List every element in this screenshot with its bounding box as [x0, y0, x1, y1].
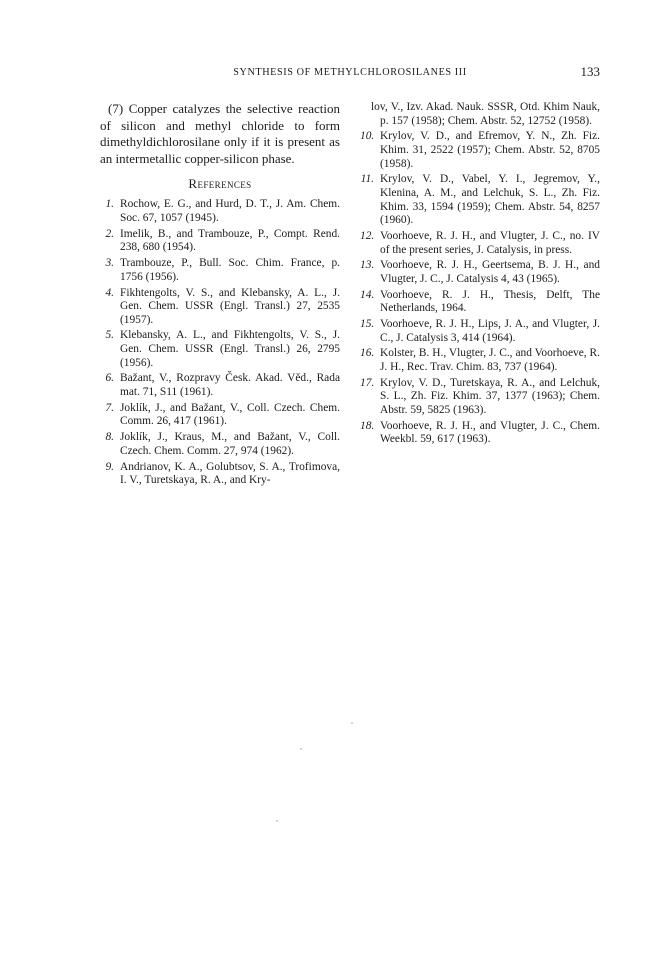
reference-item — [360, 130, 600, 171]
reference-item — [360, 230, 600, 257]
reference-text: Trambouze, P., Bull. Soc. Chim. France, p. 1756 (1956). — [120, 257, 340, 283]
reference-text: Voorhoeve, R. J. H., and Vlugter, J. C., Chem. Weekbl. 59, 617 (1963). — [380, 419, 600, 446]
reference-number: 10. — [360, 130, 375, 143]
reference-text: Klebansky, A. L., and Fikhtengolts, V. S., J. Gen. Chem. USSR (Engl. Transl.) 26, 2795 (1956). — [120, 329, 340, 369]
reference-number: 2. — [105, 227, 114, 240]
reference-number: 3. — [105, 257, 114, 270]
reference-number: 12. — [360, 229, 375, 242]
reference-number: 1. — [105, 198, 114, 211]
reference-text: Fikhtengolts, V. S., and Klebansky, A. L., J. Gen. Chem. USSR (Engl. Transl.) 27, 2535 (1957). — [120, 286, 340, 326]
reference-text: Krylov, V. D., Turetskaya, R. A., and Lelchuk, S. L., Zh. Fiz. Khim. 37, 1377 (1963); Chem. Abstr. 59, 5825 (1963). — [380, 376, 600, 416]
reference-text: lov, V., Izv. Akad. Nauk. SSSR, Otd. Khim Nauk, p. 157 (1958); Chem. Abstr. 52, 12752 (1958). — [371, 101, 600, 127]
reference-text: Joklík, J., and Bažant, V., Coll. Czech. Chem. Comm. 26, 417 (1961). — [120, 401, 340, 428]
reference-number: 14. — [360, 288, 375, 301]
page-header — [100, 64, 600, 86]
reference-item — [100, 228, 340, 255]
reference-number: 5. — [105, 329, 114, 342]
reference-item — [360, 420, 600, 447]
reference-text: Rochow, E. G., and Hurd, D. T., J. Am. Chem. Soc. 67, 1057 (1945). — [120, 198, 340, 224]
reference-number: 15. — [360, 318, 375, 331]
reference-item — [100, 198, 340, 225]
reference-text: Joklík, J., Kraus, M., and Bažant, V., Coll. Czech. Chem. Comm. 27, 974 (1962). — [120, 431, 340, 457]
reference-item — [360, 289, 600, 316]
reference-number: 9. — [105, 460, 114, 473]
reference-number: 17. — [360, 376, 375, 389]
reference-item — [360, 173, 600, 227]
reference-text: Imelik, B., and Trambouze, P., Compt. Rend. 238, 680 (1954). — [120, 227, 340, 254]
reference-number: 18. — [360, 419, 375, 432]
reference-number: 11. — [360, 173, 374, 186]
reference-item — [360, 259, 600, 286]
reference-item — [100, 257, 340, 284]
reference-list-left — [100, 198, 340, 487]
reference-text: Voorhoeve, R. J. H., Geertsema, B. J. H., and Vlugter, J. C., J. Catalysis 4, 43 (1965). — [380, 259, 600, 285]
reference-text: Andrianov, K. A., Golubtsov, S. A., Trofimova, I. V., Turetskaya, R. A., and Kry- — [120, 460, 340, 487]
reference-item — [100, 372, 340, 399]
reference-number: 8. — [105, 431, 114, 444]
scan-speck — [351, 722, 353, 724]
reference-text: Voorhoeve, R. J. H., and Vlugter, J. C., no. IV of the present series, J. Catalysis, in press. — [380, 229, 600, 256]
reference-item — [360, 318, 600, 345]
reference-number: 13. — [360, 259, 375, 272]
reference-text: Krylov, V. D., Vabel, Y. I., Jegremov, Y., Klenina, A. M., and Lelchuk, S. L., Zh. Fiz. Khim. 33, 1594 (1959); Chem. Abstr. 54, 8257 (1960). — [380, 173, 600, 227]
reference-item — [100, 287, 340, 328]
scan-speck — [300, 748, 302, 750]
conclusion-paragraph: (7) Copper catalyzes the selective reaction of silicon and methyl chloride to form dimethyldichlorosilane only if it is present as an intermetallic copper-silicon phase. — [100, 101, 340, 166]
reference-text: Kolster, B. H., Vlugter, J. C., and Voorhoeve, R. J. H., Rec. Trav. Chim. 83, 737 (1964). — [380, 347, 600, 373]
references-heading: References — [188, 176, 252, 192]
reference-text: Voorhoeve, R. J. H., Thesis, Delft, The Netherlands, 1964. — [380, 288, 600, 315]
left-column — [100, 101, 340, 490]
running-title: SYNTHESIS OF METHYLCHLOROSILANES III — [233, 67, 467, 78]
reference-number: 7. — [105, 401, 114, 414]
scan-speck — [276, 820, 278, 822]
reference-number: 16. — [360, 347, 375, 360]
reference-item — [100, 431, 340, 458]
reference-item — [360, 377, 600, 418]
reference-number: 4. — [105, 286, 114, 299]
reference-item — [360, 347, 600, 374]
reference-text: Bažant, V., Rozpravy Česk. Akad. Věd., Rada mat. 71, S11 (1961). — [120, 372, 340, 399]
right-column — [360, 101, 600, 449]
reference-item — [100, 461, 340, 488]
reference-text: Krylov, V. D., and Efremov, Y. N., Zh. Fiz. Khim. 31, 2522 (1957); Chem. Abstr. 52, 8705 (1958). — [380, 130, 600, 170]
reference-item — [100, 402, 340, 429]
reference-number: 6. — [105, 372, 114, 385]
reference-text: Voorhoeve, R. J. H., Lips, J. A., and Vlugter, J. C., J. Catalysis 3, 414 (1964). — [380, 318, 600, 344]
reference-item — [100, 329, 340, 370]
reference-list-right — [360, 101, 600, 447]
reference-item — [360, 101, 600, 128]
page-number: 133 — [580, 64, 600, 79]
